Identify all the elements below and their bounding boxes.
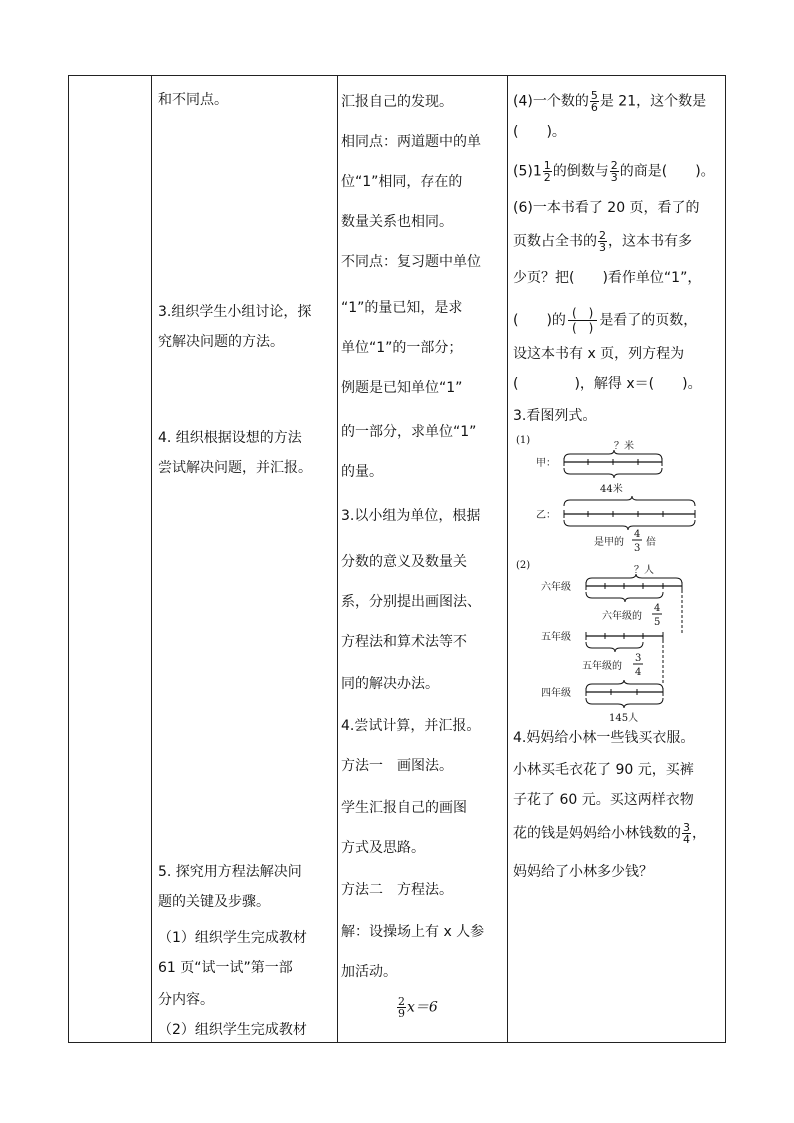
text-line: 子花了 60 元。买这两样衣物 <box>513 792 694 808</box>
question-label: ？人 <box>634 565 654 576</box>
text-line: 加活动。 <box>341 964 397 980</box>
text-line: ( )，解得 x＝( )。 <box>513 376 702 392</box>
text-line: 汇报自己的发现。 <box>341 94 453 110</box>
text-line: 尝试解决问题，并汇报。 <box>158 460 312 476</box>
text-line: ( )。 <box>513 124 566 140</box>
text-line: 少页？把( )看作单位“1”， <box>513 270 702 286</box>
student-activity-column <box>338 76 507 1042</box>
text-line: 4.妈妈给小林一些钱买衣服。 <box>513 730 695 746</box>
row-label: 乙： <box>536 510 556 521</box>
exercise-column <box>508 76 726 1042</box>
section-title: 3.看图列式。 <box>513 408 597 424</box>
row-label: 甲： <box>536 458 556 469</box>
text-line: 3.组织学生小组讨论，探 <box>158 304 312 320</box>
bottom-brace <box>564 468 662 478</box>
text-line: 题的关键及步骤。 <box>158 894 270 910</box>
text-line: 单位“1”的一部分； <box>341 340 463 356</box>
text-line: 和不同点。 <box>158 92 228 108</box>
fraction: $\frac{2}{9}$ <box>398 995 405 1020</box>
text-line: 4. 组织根据设想的方法 <box>158 430 302 446</box>
text-line: 分数的意义及数量关 <box>341 554 467 570</box>
text-line: 系，分别提出画图法、 <box>341 594 481 610</box>
text-line: （1）组织学生完成教材 <box>158 930 307 946</box>
bottom-brace <box>564 520 695 530</box>
total-label: 145人 <box>609 713 639 724</box>
text-line: 的量。 <box>341 464 383 480</box>
text-line: 设这本书有 x 页，列方程为 <box>513 346 685 362</box>
text-line: 方法一 画图法。 <box>341 758 453 774</box>
text-line: (6)一本书看了 20 页，看了的 <box>513 200 700 216</box>
text-line: 分内容。 <box>158 992 214 1008</box>
text-line: 5. 探究用方程法解决问 <box>158 864 302 880</box>
total-label: 44米 <box>600 484 623 495</box>
text-line: 不同点：复习题中单位 <box>341 254 481 270</box>
text-line: 妈妈给了小林多少钱？ <box>513 864 653 880</box>
bottom-brace <box>586 642 643 652</box>
text-line: 方程法和算术法等不 <box>341 634 467 650</box>
fraction-num: 4 <box>654 603 661 614</box>
question-4: (4)一个数的 $\frac{5}{6}$ 是 21，这个数是 <box>513 89 707 114</box>
question-6: 页数占全书的 $\frac{2}{3}$ ，这本书有多 <box>513 229 692 254</box>
lesson-table <box>68 75 726 1043</box>
text-line: 4.尝试计算，并汇报。 <box>341 718 481 734</box>
diagram-label: (1) <box>516 435 531 446</box>
diagram-2 <box>508 556 726 726</box>
diagram-1 <box>508 430 726 556</box>
fraction-num: 4 <box>634 529 641 540</box>
ratio-note: 六年级的 <box>602 611 642 622</box>
text-line: 方式及思路。 <box>341 840 425 856</box>
text-line: 解：设操场上有 x 人参 <box>341 924 485 940</box>
text-line: 相同点：两道题中的单 <box>341 134 481 150</box>
top-brace <box>586 680 663 690</box>
question-6-fraction: ( )的 $\frac{( )}{( )}$ 是看了的页数， <box>513 306 698 335</box>
fraction-den: 3 <box>634 543 641 554</box>
text-line: 3.以小组为单位，根据 <box>341 508 481 524</box>
bottom-brace <box>586 698 663 708</box>
text-line: 数量关系也相同。 <box>341 214 453 230</box>
row-label: 四年级 <box>541 688 571 699</box>
question-5: (5)1 $\frac{1}{2}$ 的倒数与 $\frac{2}{3}$ 的商是( )。 <box>513 159 715 184</box>
question-4-fraction: 花的钱是妈妈给小林钱数的 $\frac{3}{4}$ ， <box>513 821 706 846</box>
ratio-note: 是甲的 <box>594 537 624 548</box>
text-line: 例题是已知单位“1” <box>341 380 463 396</box>
bottom-brace <box>586 592 663 602</box>
fraction-num: 3 <box>635 653 642 664</box>
text-line: 61 页“试一试”第一部 <box>158 960 293 976</box>
diagram-label: (2) <box>516 560 531 571</box>
text-line: 位“1”相同，存在的 <box>341 174 463 190</box>
top-brace <box>564 450 662 460</box>
text-line: 方法二 方程法。 <box>341 882 453 898</box>
text-line: 的一部分，求单位“1” <box>341 424 477 440</box>
ratio-note: 倍 <box>646 537 656 548</box>
row-label: 六年级 <box>541 582 571 593</box>
text-line: “1”的量已知，是求 <box>341 300 463 316</box>
text-line: 同的解决办法。 <box>341 676 439 692</box>
ratio-note: 五年级的 <box>582 661 622 672</box>
fraction-den: 4 <box>635 667 642 678</box>
text-line: （2）组织学生完成教材 <box>158 1022 307 1038</box>
text-line: 究解决问题的方法。 <box>158 334 284 350</box>
equation: $\frac{2}{9}$ x＝6 <box>398 995 438 1020</box>
text-line: 学生汇报自己的画图 <box>341 800 467 816</box>
top-brace <box>564 496 695 506</box>
text-line: 小林买毛衣花了 90 元，买裤 <box>513 762 694 778</box>
row-label: 五年级 <box>541 632 571 643</box>
fraction-den: 5 <box>654 617 661 628</box>
question-label: ？米 <box>614 441 634 452</box>
